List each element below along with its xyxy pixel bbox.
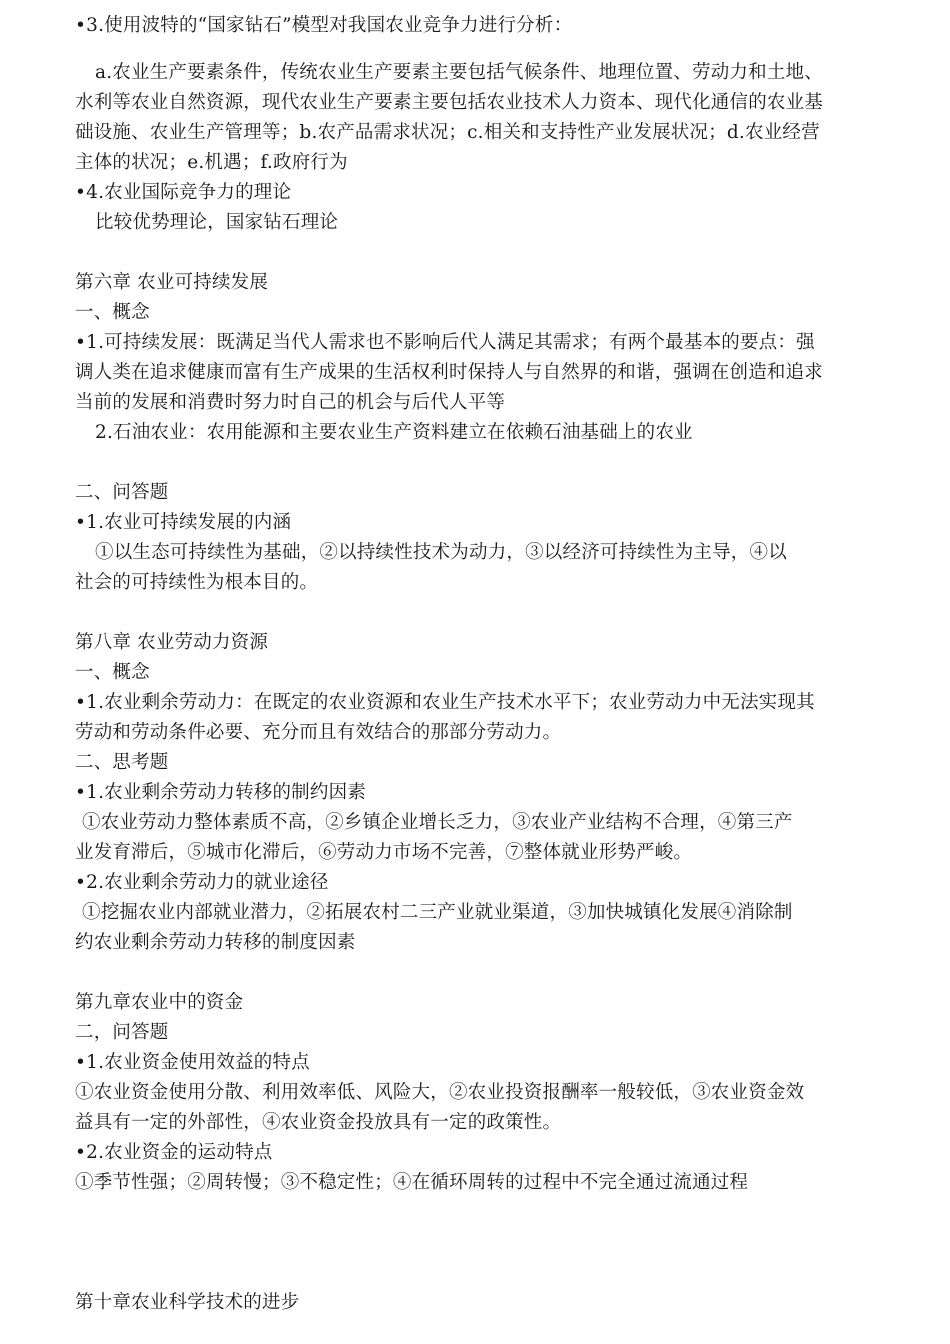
section-heading: 二、问答题 bbox=[75, 482, 169, 503]
answer-line: 主体的状况；e.机遇；f.政府行为 bbox=[75, 152, 348, 173]
question-heading: •1.农业资金使用效益的特点 bbox=[75, 1052, 310, 1073]
answer-line: ①农业资金使用分散、利用效率低、风险大，②农业投资报酬率一般较低，③农业资金效 bbox=[75, 1082, 805, 1103]
answer-line: 水利等农业自然资源，现代农业生产要素主要包括农业技术人力资本、现代化通信的农业基 bbox=[75, 92, 824, 113]
partial-heading-top: •3.使用波特的“国家钻石”模型对我国农业竞争力进行分析： bbox=[75, 15, 573, 36]
answer-line: 益具有一定的外部性，④农业资金投放具有一定的政策性。 bbox=[75, 1112, 562, 1133]
section-heading: 一、概念 bbox=[75, 302, 150, 323]
answer-line: 约农业剩余劳动力转移的制度因素 bbox=[75, 932, 356, 953]
answer-line: ①以生态可持续性为基础，②以持续性技术为动力，③以经济可持续性为主导，④以 bbox=[95, 542, 787, 563]
chapter-title: 第六章 农业可持续发展 bbox=[75, 272, 269, 293]
partial-chapter-title-bottom: 第十章农业科学技术的进步 bbox=[75, 1292, 300, 1313]
question-heading: •2.农业剩余劳动力的就业途径 bbox=[75, 872, 329, 893]
answer-line: 业发育滞后，⑤城市化滞后，⑥劳动力市场不完善，⑦整体就业形势严峻。 bbox=[75, 842, 693, 863]
question-heading: •1.农业可持续发展的内涵 bbox=[75, 512, 292, 533]
question-heading: •1.农业剩余劳动力转移的制约因素 bbox=[75, 782, 366, 803]
answer-line: 础设施、农业生产管理等；b.农产品需求状况；c.相关和支持性产业发展状况；d.农业经营 bbox=[75, 122, 820, 143]
section-heading: 二、思考题 bbox=[75, 752, 169, 773]
concept-line: 劳动和劳动条件必要、充分而且有效结合的那部分劳动力。 bbox=[75, 722, 562, 743]
answer-line: a.农业生产要素条件，传统农业生产要素主要包括气候条件、地理位置、劳动力和土地、 bbox=[95, 62, 823, 83]
question-heading: •4.农业国际竞争力的理论 bbox=[75, 182, 292, 203]
concept-line: •1.可持续发展：既满足当代人需求也不影响后代人满足其需求；有两个最基本的要点：强 bbox=[75, 332, 815, 353]
chapter-title: 第九章农业中的资金 bbox=[75, 992, 244, 1013]
answer-line: ①季节性强；②周转慢；③不稳定性；④在循环周转的过程中不完全通过流通过程 bbox=[75, 1172, 749, 1193]
answer-line: 比较优势理论，国家钻石理论 bbox=[95, 212, 339, 233]
chapter-title: 第八章 农业劳动力资源 bbox=[75, 632, 269, 653]
concept-line: •1.农业剩余劳动力：在既定的农业资源和农业生产技术水平下；农业劳动力中无法实现其 bbox=[75, 692, 815, 713]
section-heading: 二，问答题 bbox=[75, 1022, 169, 1043]
answer-line: 社会的可持续性为根本目的。 bbox=[75, 572, 319, 593]
concept-line: 2.石油农业：农用能源和主要农业生产资料建立在依赖石油基础上的农业 bbox=[95, 422, 693, 443]
section-heading: 一、概念 bbox=[75, 662, 150, 683]
answer-line: ①挖掘农业内部就业潜力，②拓展农村二三产业就业渠道，③加快城镇化发展④消除制 bbox=[82, 902, 793, 923]
concept-line: 调人类在追求健康而富有生产成果的生活权利时保持人与自然界的和谐，强调在创造和追求 bbox=[75, 362, 824, 383]
concept-line: 当前的发展和消费时努力时自己的机会与后代人平等 bbox=[75, 392, 506, 413]
answer-line: ①农业劳动力整体素质不高，②乡镇企业增长乏力，③农业产业结构不合理，④第三产 bbox=[82, 812, 793, 833]
question-heading: •2.农业资金的运动特点 bbox=[75, 1142, 273, 1163]
